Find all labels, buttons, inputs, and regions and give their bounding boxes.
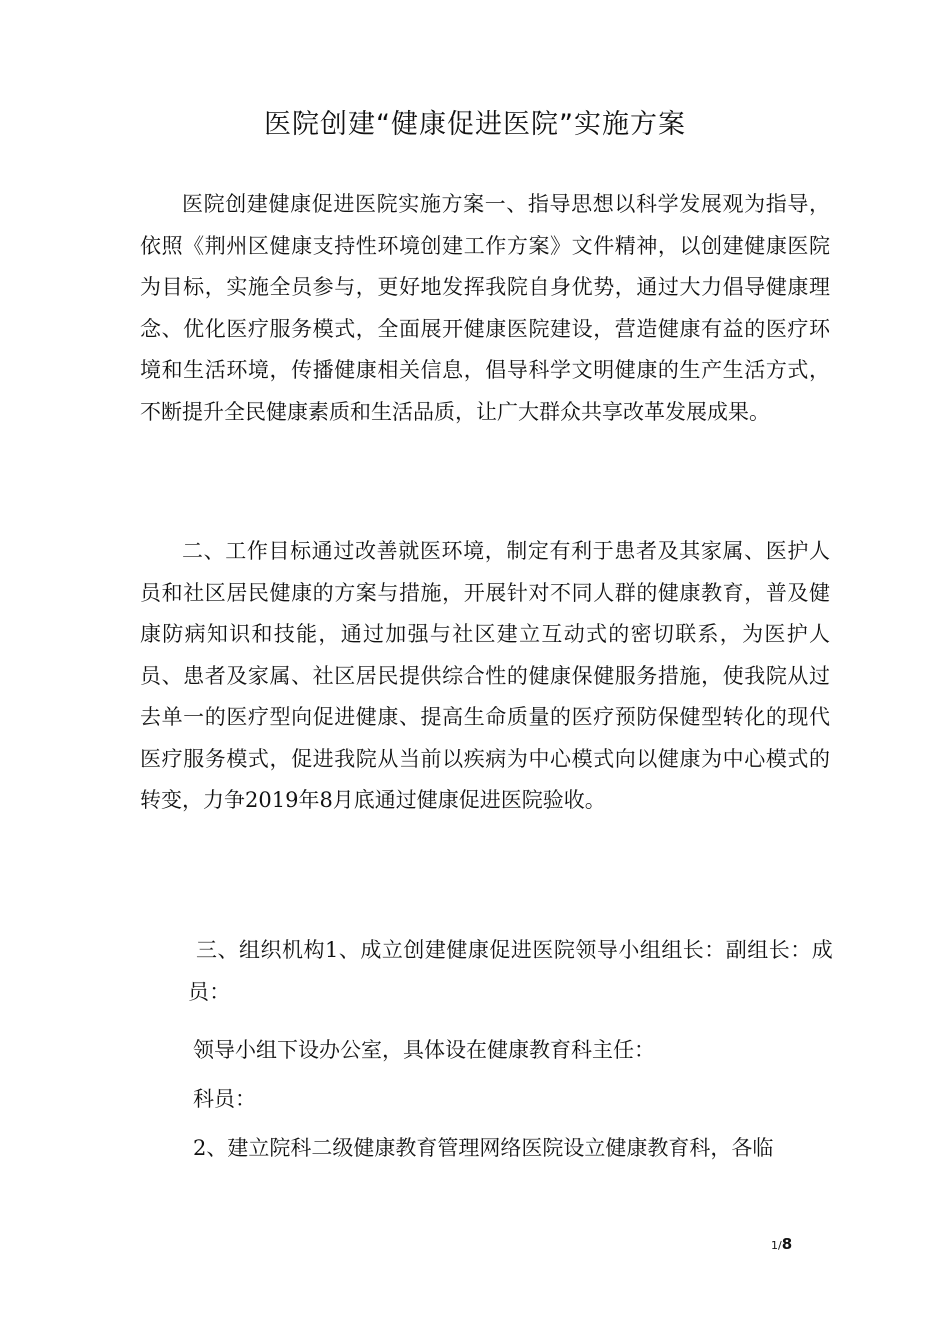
page-number-current: 1/: [771, 1239, 782, 1252]
paragraph-network: 2、建立院科二级健康教育管理网络医院设立健康教育科，各临: [193, 1136, 774, 1160]
paragraph-staff: 科员：: [193, 1087, 256, 1111]
document-title: 医院创建“健康促进医院”实施方案: [264, 109, 686, 140]
paragraph-guiding-ideology: 医院创建健康促进医院实施方案一、指导思想以科学发展观为指导，依照《荆州区健康支持性环境创建工作方案》文件精神，以创建健康医院为目标，实施全员参与，更好地发挥我院自身优势，通过大力倡导健康理念、优化医疗服务模式，全面展开健康医院建设，营造健康有益的医疗环境和生活环境，传播健康相关信息，倡导科学文明健康的生产生活方式，不断提升全民健康素质和生活品质，让广大群众共享改革发展成果。: [140, 192, 830, 424]
page-number: [771, 1236, 792, 1254]
paragraph-work-goals: 二、工作目标通过改善就医环境，制定有利于患者及其家属、医护人员和社区居民健康的方案与措施，开展针对不同人群的健康教育，普及健康防病知识和技能，通过加强与社区建立互动式的密切联系，为医护人员、患者及家属、社区居民提供综合性的健康保健服务措施，使我院从过去单一的医疗型向促进健康、提高生命质量的医疗预防保健型转化的现代医疗服务模式，促进我院从当前以疾病为中心模式向以健康为中心模式的转变，力争2019年8月底通过健康促进医院验收。: [140, 539, 830, 812]
paragraph-office: 领导小组下设办公室，具体设在健康教育科主任：: [193, 1038, 655, 1062]
paragraph-organization: 三、组织机构1、成立创建健康促进医院领导小组组长：副组长：成员：: [188, 938, 833, 1004]
page-number-total: 8: [781, 1235, 793, 1253]
